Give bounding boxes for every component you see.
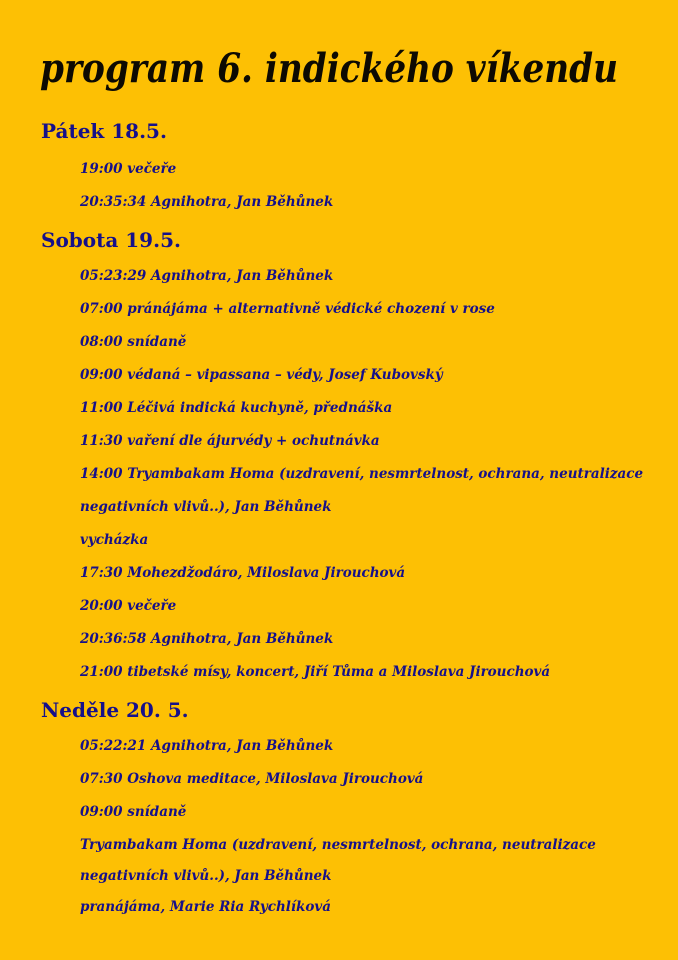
schedule-item: 21:00 tibetské mísy, koncert, Jiří Tůma a Miloslava Jirouchová xyxy=(80,664,551,680)
schedule-item: 20:36:58 Agnihotra, Jan Běhůnek xyxy=(80,631,334,647)
schedule-item: 14:00 Tryambakam Homa (uzdravení, nesmrtelnost, ochrana, neutralizace xyxy=(80,466,644,482)
schedule-item-continuation: negativních vlivů..), Jan Běhůnek xyxy=(80,868,332,884)
day-heading-friday: Pátek 18.5. xyxy=(41,119,167,143)
schedule-item: 11:30 vaření dle ájurvédy + ochutnávka xyxy=(80,433,380,449)
schedule-item: 09:00 snídaně xyxy=(80,804,187,820)
day-heading-sunday: Neděle 20. 5. xyxy=(41,698,189,722)
schedule-item: vycházka xyxy=(80,532,149,548)
page-title xyxy=(40,42,640,98)
schedule-item: 20:35:34 Agnihotra, Jan Běhůnek xyxy=(80,194,334,210)
schedule-item: 07:00 pránájáma + alternativně védické chození v rose xyxy=(80,301,495,317)
schedule-item: 05:23:29 Agnihotra, Jan Běhůnek xyxy=(80,268,334,284)
schedule-item: pranájáma, Marie Ria Rychlíková xyxy=(80,899,332,915)
schedule-item: Tryambakam Homa (uzdravení, nesmrtelnost, ochrana, neutralizace xyxy=(80,837,596,853)
schedule-item: 20:00 večeře xyxy=(80,598,177,614)
day-heading-saturday: Sobota 19.5. xyxy=(41,228,181,252)
schedule-item: 19:00 večeře xyxy=(80,161,177,177)
schedule-item: 11:00 Léčivá indická kuchyně, přednáška xyxy=(80,400,393,416)
schedule-item: 08:00 snídaně xyxy=(80,334,187,350)
schedule-item: 05:22:21 Agnihotra, Jan Běhůnek xyxy=(80,738,334,754)
page-title-text: program 6. indického víkendu xyxy=(40,45,618,92)
schedule-item: 17:30 Mohezdžodáro, Miloslava Jirouchová xyxy=(80,565,406,581)
schedule-item: 09:00 védaná – vipassana – védy, Josef Kubovský xyxy=(80,367,443,383)
schedule-item: 07:30 Oshova meditace, Miloslava Jirouchová xyxy=(80,771,424,787)
schedule-item-continuation: negativních vlivů..), Jan Běhůnek xyxy=(80,499,332,515)
